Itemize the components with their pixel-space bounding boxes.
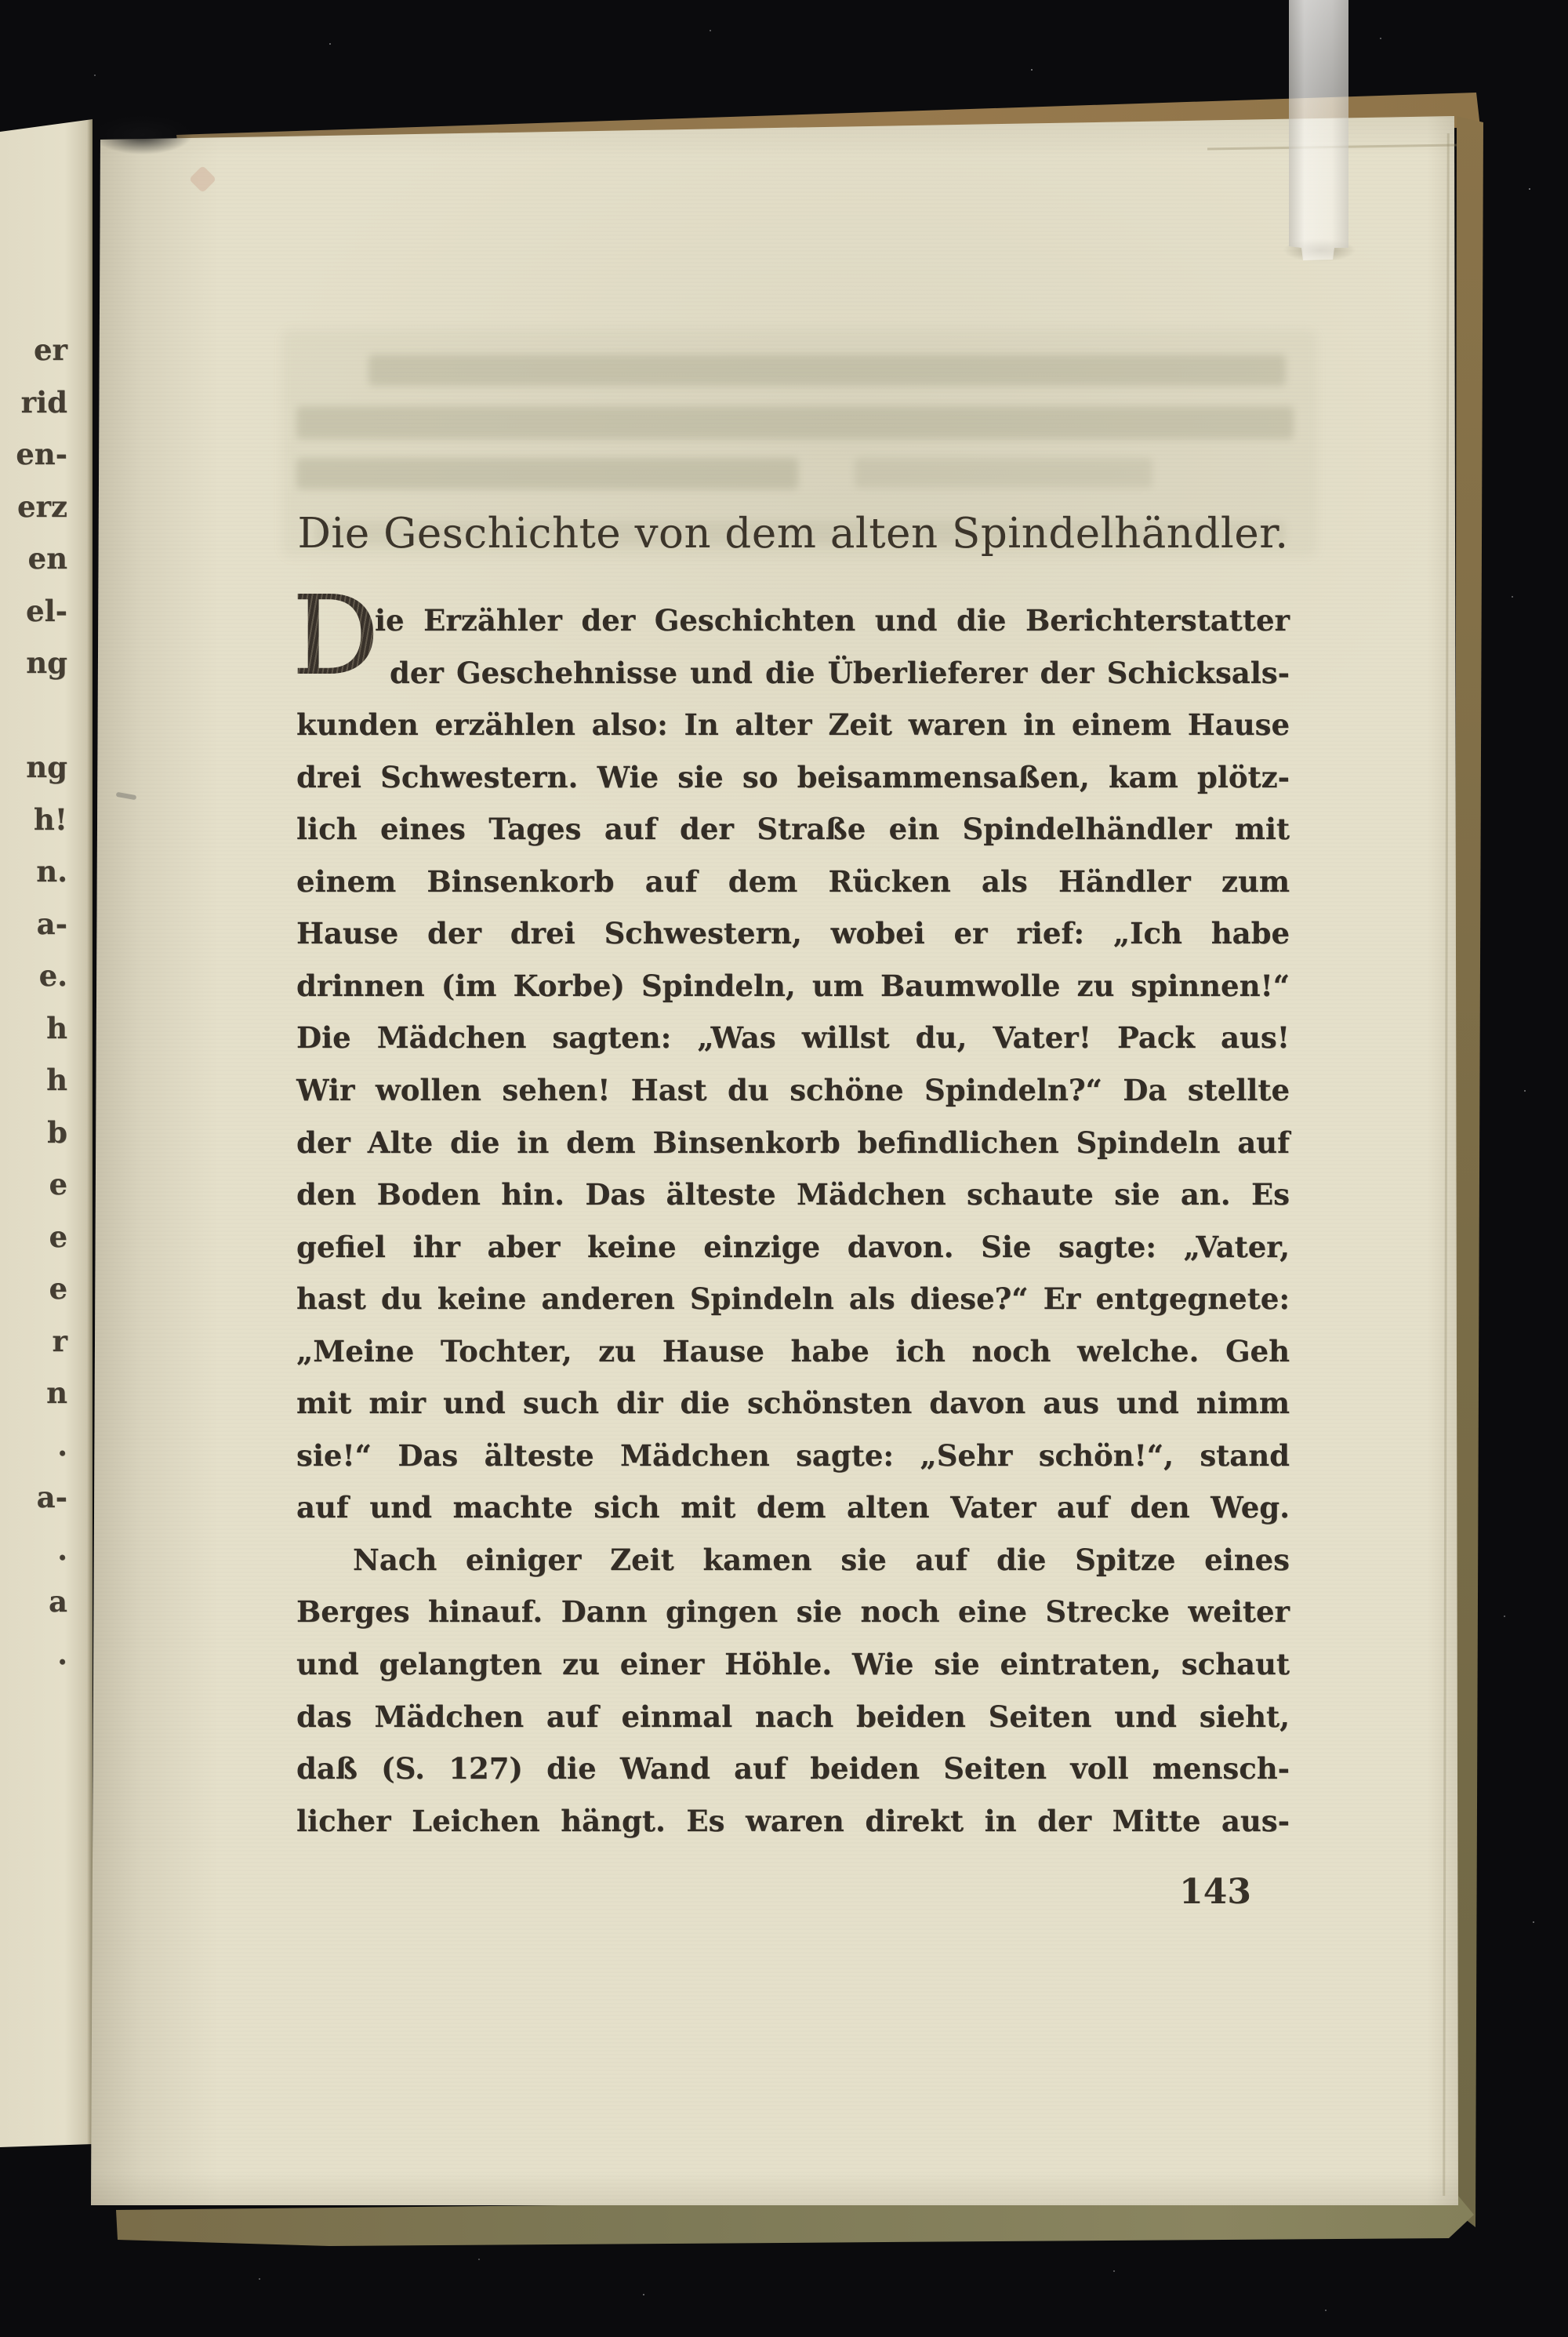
margin-fragment: h!: [33, 801, 67, 837]
show-through-band: [368, 354, 1286, 386]
margin-fragment: el-: [26, 593, 67, 628]
margin-fragment: er: [33, 333, 67, 367]
margin-fragment: e: [49, 1271, 67, 1306]
margin-fragment: a-: [36, 1480, 67, 1514]
page-number: 143: [1179, 1872, 1251, 1912]
body-line: drinnen (im Korbe) Spindeln, um Baumwolle zu spinnen!“: [296, 968, 1290, 1003]
transparent-strap: [1289, 0, 1348, 262]
body-line: lich eines Tages auf der Straße ein Spindelhändler mit: [296, 812, 1290, 847]
drop-cap-letter: D: [292, 572, 380, 700]
margin-fragment: en: [27, 541, 67, 576]
margin-fragment: n: [46, 1376, 67, 1410]
body-line: mit mir und such dir die schönsten davon aus und nimm: [296, 1386, 1290, 1421]
margin-fragment: .: [57, 1427, 67, 1463]
body-line: sie!“ Das älteste Mädchen sagte: „Sehr schön!“, stand: [296, 1437, 1290, 1473]
body-line: einem Binsenkorb auf dem Rücken als Händler zum: [296, 863, 1290, 899]
body-line: „Meine Tochter, zu Hause habe ich noch welche. Geh: [296, 1333, 1290, 1368]
show-through-band: [855, 458, 1152, 488]
margin-fragment: a: [49, 1584, 67, 1619]
margin-fragment: e.: [38, 958, 67, 993]
body-line: licher Leichen hängt. Es waren direkt in der Mitte aus-: [296, 1803, 1290, 1838]
margin-fragment: ng: [26, 750, 67, 784]
spine-corner-shadow: [100, 114, 194, 155]
body-line: Hause der drei Schwestern, wobei er rief: „Ich habe: [296, 916, 1290, 951]
margin-fragment: h: [46, 1063, 67, 1097]
body-line: Berges hinauf. Dann gingen sie noch eine Strecke weiter: [296, 1594, 1290, 1630]
body-line: der Geschehnisse und die Überlieferer der Schicksals-: [390, 655, 1290, 690]
margin-fragment: e: [49, 1167, 67, 1201]
margin-fragment: ng: [26, 645, 67, 680]
margin-fragment: e: [49, 1219, 67, 1254]
margin-fragment: rid: [20, 384, 67, 420]
margin-fragment: en-: [16, 437, 67, 471]
margin-fragment: .: [57, 1636, 67, 1671]
body-line: ie Erzähler der Geschichten und die Berichterstatter: [375, 603, 1290, 638]
body-line: kunden erzählen also: In alter Zeit waren in einem Hause: [296, 707, 1290, 743]
margin-fragment: .: [57, 1532, 67, 1567]
body-line: Nach einiger Zeit kamen sie auf die Spitze eines: [353, 1542, 1290, 1577]
show-through-band: [296, 406, 1294, 439]
body-line: hast du keine anderen Spindeln als diese?“ Er entgegnete:: [296, 1281, 1290, 1317]
margin-fragment: h: [46, 1010, 67, 1045]
margin-fragment: b: [47, 1114, 67, 1150]
margin-fragment: n.: [36, 854, 67, 889]
dust-specks: [0, 0, 2, 2]
body-line: und gelangten zu einer Höhle. Wie sie eintraten, schaut: [296, 1647, 1290, 1681]
margin-fragment: r: [52, 1323, 67, 1358]
body-line: Die Mädchen sagten: „Was willst du, Vater! Pack aus!: [296, 1020, 1290, 1056]
body-line: drei Schwestern. Wie sie so beisammensaßen, kam plötz-: [296, 759, 1290, 794]
body-line: Wir wollen sehen! Hast du schöne Spindeln?“ Da stellte: [296, 1072, 1290, 1107]
show-through-band: [296, 458, 798, 489]
body-line: gefiel ihr aber keine einzige davon. Sie sagte: „Vater,: [296, 1229, 1290, 1264]
body-line: den Boden hin. Das älteste Mädchen schaute sie an. Es: [296, 1177, 1290, 1212]
story-title: Die Geschichte von dem alten Spindelhändler.: [297, 510, 1289, 558]
margin-fragment: erz: [16, 489, 67, 524]
body-line: auf und machte sich mit dem alten Vater auf den Weg.: [296, 1490, 1290, 1525]
margin-fragment: a-: [36, 906, 67, 941]
body-line: daß (S. 127) die Wand auf beiden Seiten voll mensch-: [296, 1751, 1290, 1786]
body-line: das Mädchen auf einmal nach beiden Seiten und sieht,: [296, 1699, 1290, 1734]
body-line: der Alte die in dem Binsenkorb befindlichen Spindeln auf: [296, 1125, 1290, 1160]
